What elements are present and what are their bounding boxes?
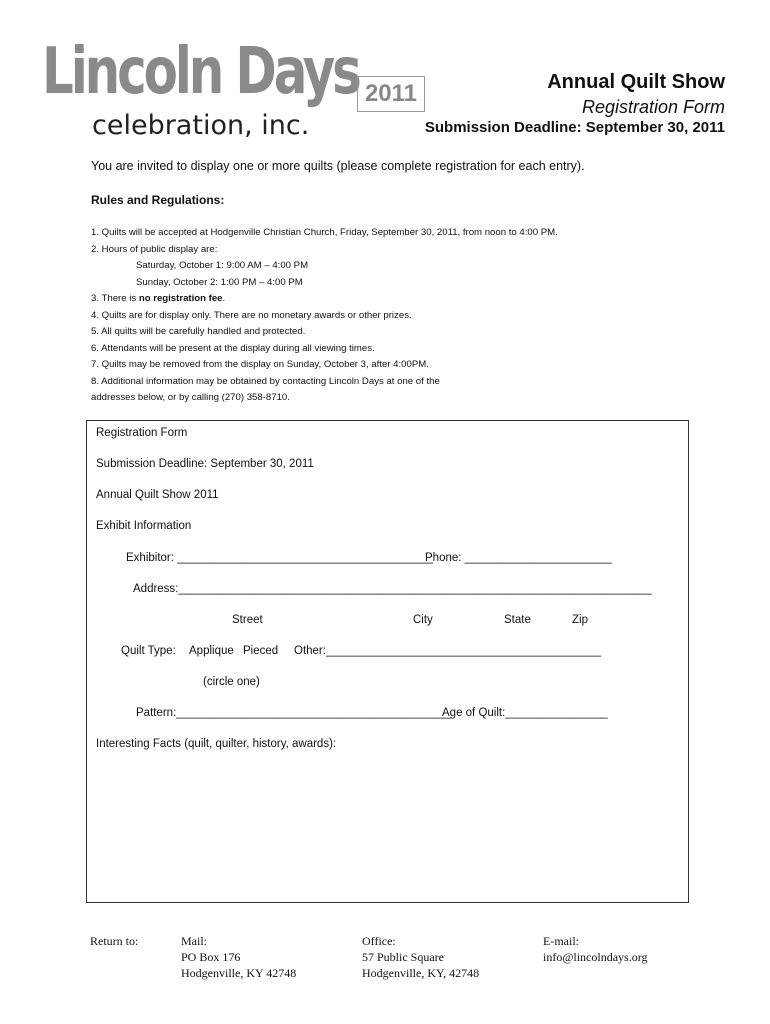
rule-3-suffix: . xyxy=(222,293,226,304)
rule-6: 6. Attendants will be present at the display during all viewing times. xyxy=(91,342,375,354)
registration-form-box xyxy=(86,420,689,903)
mail-po-box: PO Box 176 xyxy=(181,950,241,964)
rules-heading: Rules and Regulations: xyxy=(91,193,225,207)
office-street: 57 Public Square xyxy=(362,950,444,964)
page-title: Annual Quilt Show xyxy=(547,71,725,93)
interesting-facts-field[interactable]: Interesting Facts (quilt, quilter, history, awards): xyxy=(96,738,337,750)
rules-list xyxy=(91,225,558,407)
mail-city: Hodgenville, KY 42748 xyxy=(181,966,297,980)
mail-label: Mail: xyxy=(181,934,207,948)
office-label: Office: xyxy=(362,934,396,948)
office-address xyxy=(362,933,479,981)
quilt-type-label: Quilt Type: xyxy=(121,645,176,657)
exhibit-info-heading: Exhibit Information xyxy=(96,520,192,532)
address-field[interactable]: Address:__________________________________________________________________________ xyxy=(133,583,652,595)
state-label: State xyxy=(504,614,531,626)
rule-8-line1: 8. Additional information may be obtained by contacting Lincoln Days at one of the xyxy=(91,375,440,387)
rule-1: 1. Quilts will be accepted at Hodgenville Christian Church, Friday, September 30, 2011, from noon to 4:00 PM. xyxy=(91,227,558,238)
quilt-type-pieced[interactable]: Pieced xyxy=(243,645,279,657)
rule-3-emphasis: no registration fee xyxy=(138,293,223,304)
return-to-label: Return to: xyxy=(90,934,139,948)
email-contact xyxy=(543,933,647,965)
rule-2-saturday: Saturday, October 1: 9:00 AM – 4:00 PM xyxy=(136,260,309,271)
form-deadline: Submission Deadline: September 30, 2011 xyxy=(96,458,314,470)
submission-deadline: Submission Deadline: September 30, 2011 xyxy=(424,119,725,136)
pattern-field[interactable]: Pattern:___________________________________________ xyxy=(136,707,452,719)
email-address[interactable]: info@lincolndays.org xyxy=(543,950,648,964)
rule-4: 4. Quilts are for display only. There are no monetary awards or other prizes. xyxy=(91,309,412,321)
phone-field[interactable]: Phone: _______________________ xyxy=(425,552,612,564)
age-of-quilt-field[interactable]: Age of Quilt:________________ xyxy=(442,707,608,719)
mail-address xyxy=(181,933,296,981)
street-label: Street xyxy=(232,614,263,626)
rule-3 xyxy=(91,291,558,308)
circle-one-hint: (circle one) xyxy=(203,676,260,688)
form-show-name: Annual Quilt Show 2011 xyxy=(96,489,219,501)
zip-label: Zip xyxy=(572,614,588,626)
quilt-type-applique[interactable]: Applique xyxy=(189,645,234,657)
intro-text: You are invited to display one or more quilts (please complete registration for each entry). xyxy=(91,159,585,173)
page-subtitle: Registration Form xyxy=(581,97,725,117)
rule-7: 7. Quilts may be removed from the display on Sunday, October 3, after 4:00PM. xyxy=(91,359,429,370)
exhibitor-field[interactable]: Exhibitor: ________________________________________ xyxy=(126,552,433,564)
lincoln-days-logo: Lincoln Days xyxy=(42,35,359,109)
rule-2: 2. Hours of public display are: xyxy=(91,243,218,255)
city-label: City xyxy=(413,614,433,626)
rule-8-line2: addresses below, or by calling (270) 358-8710. xyxy=(91,392,290,403)
year-badge: 2011 xyxy=(357,76,425,112)
email-label: E-mail: xyxy=(543,934,579,948)
rule-2-sunday: Sunday, October 2: 1:00 PM – 4:00 PM xyxy=(136,276,303,288)
logo-subtitle: celebration, inc. xyxy=(92,110,310,141)
form-title: Registration Form xyxy=(96,427,188,439)
rule-3-prefix: 3. There is xyxy=(91,293,139,304)
office-city: Hodgenville, KY, 42748 xyxy=(362,966,480,980)
rule-5: 5. All quilts will be carefully handled and protected. xyxy=(91,326,306,337)
quilt-type-other-field[interactable]: Other:___________________________________________ xyxy=(294,645,601,657)
